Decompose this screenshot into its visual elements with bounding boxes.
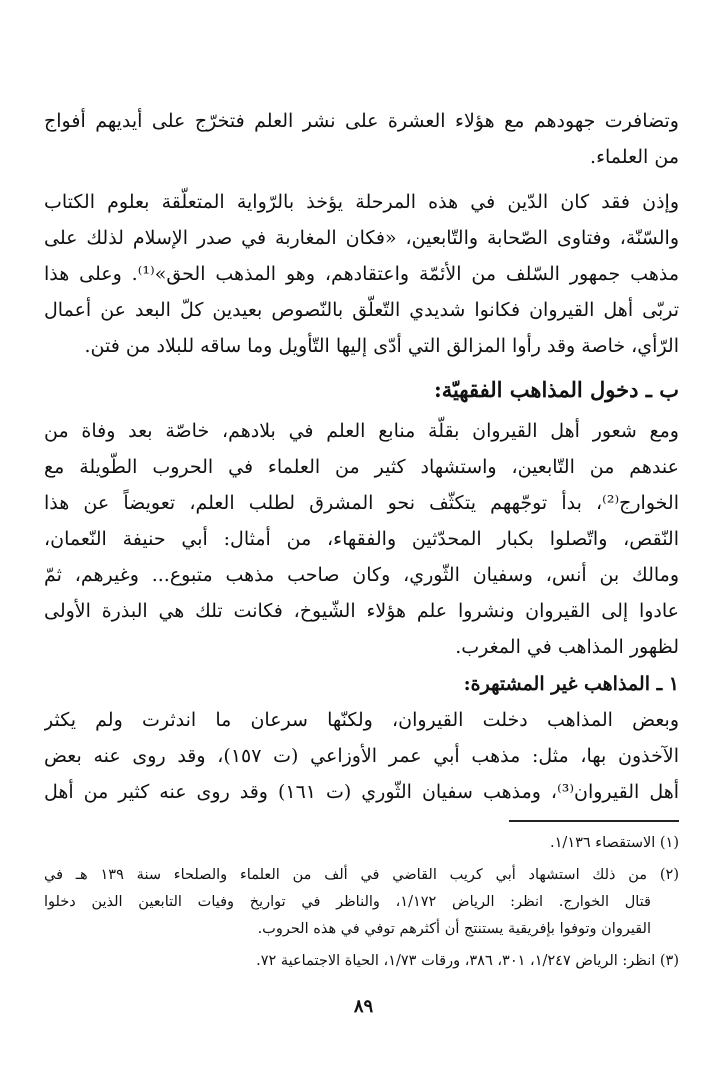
footnote-2: (٢) من ذلك استشهاد أبي كريب القاضي في ألف من العلماء والصلحاء سنة ١٣٩ هـ في bbox=[44, 867, 679, 883]
body-line: مذهب جمهور السّلف من الأئمّة واعتقادهم، وهو المذهب الحق»⁽¹⁾. وعلى هذا bbox=[44, 263, 679, 285]
body-line: ومع شعور أهل القيروان بقلّة منابع العلم في بلادهم، خاصّة بعد وفاة من bbox=[44, 420, 679, 442]
body-line: النّقص، واتّصلوا بكبار المحدّثين والفقهاء، من أمثال: أبي حنيفة النّعمان، bbox=[44, 528, 679, 550]
body-line: عادوا إلى القيروان ونشروا علم هؤلاء الشّيوخ، فكانت تلك هي البذرة الأولى bbox=[44, 600, 679, 622]
footnote-2-continuation: القيروان وتوفوا بإفريقية يستنتج أن أكثرهم توفي في هذه الحروب. bbox=[257, 921, 651, 937]
body-line: الرّأي، خاصة وقد رأوا المزالق التي أدّى إليها التّأويل وما ساقه للبلاد من فتن. bbox=[84, 335, 679, 357]
body-line: ومالك بن أنس، وسفيان الثّوري، وكان صاحب مذهب متبوع... وغيرهم، ثمّ bbox=[44, 564, 679, 586]
body-line: والسّنّة، وفتاوى الصّحابة والتّابعين، «فكان المغاربة في صدر الإسلام لذلك على bbox=[44, 227, 679, 249]
body-line: تربّى أهل القيروان فكانوا شديدي التّعلّق بالنّصوص بعيدين كلّ البعد عن أعمال bbox=[44, 299, 679, 321]
body-line: الخوارج⁽²⁾، بدأ توجّههم يتكثّف نحو المشرق لطلب العلم، تعويضاً عن هذا bbox=[44, 492, 679, 514]
footnote-1: (١) الاستقصاء ١/١٣٦. bbox=[550, 835, 679, 851]
section-heading: ب ـ دخول المذاهب الفقهيّة: bbox=[433, 377, 679, 402]
footnote-separator bbox=[509, 820, 679, 822]
body-line: الآخذون بها، مثل: مذهب أبي عمر الأوزاعي (ت ١٥٧)، وقد روى عنه بعض bbox=[44, 745, 679, 767]
page-number: ٨٩ bbox=[353, 996, 374, 1017]
footnote-3: (٣) انظر: الرياض ١/٢٤٧، ٣٠١، ٣٨٦، ورقات ١/٧٣، الحياة الاجتماعية ٧٢. bbox=[256, 953, 679, 969]
body-line: وتضافرت جهودهم مع هؤلاء العشرة على نشر العلم فتخرّج على أيديهم أفواج bbox=[44, 110, 679, 132]
body-line: عندهم من التّابعين، واستشهاد كثير من العلماء في الحروب الطّويلة مع bbox=[44, 456, 679, 478]
subsection-heading: ١ ـ المذاهب غير المشتهرة: bbox=[463, 673, 679, 695]
body-line: لظهور المذاهب في المغرب. bbox=[455, 636, 679, 658]
body-line: من العلماء. bbox=[590, 146, 679, 168]
footnote-2-continuation: قتال الخوارج. انظر: الرياض ١/١٧٢، والناظر في تواريخ وفيات التابعين الذين دخلوا bbox=[44, 894, 651, 910]
body-line: وبعض المذاهب دخلت القيروان، ولكنّها سرعان ما اندثرت ولم يكثر bbox=[44, 709, 679, 731]
body-line: أهل القيروان⁽³⁾، ومذهب سفيان الثّوري (ت ١٦١) وقد روى عنه كثير من أهل bbox=[44, 781, 679, 803]
body-line: وإذن فقد كان الدّين في هذه المرحلة يؤخذ بالرّواية المتعلّقة بعلوم الكتاب bbox=[44, 191, 679, 213]
